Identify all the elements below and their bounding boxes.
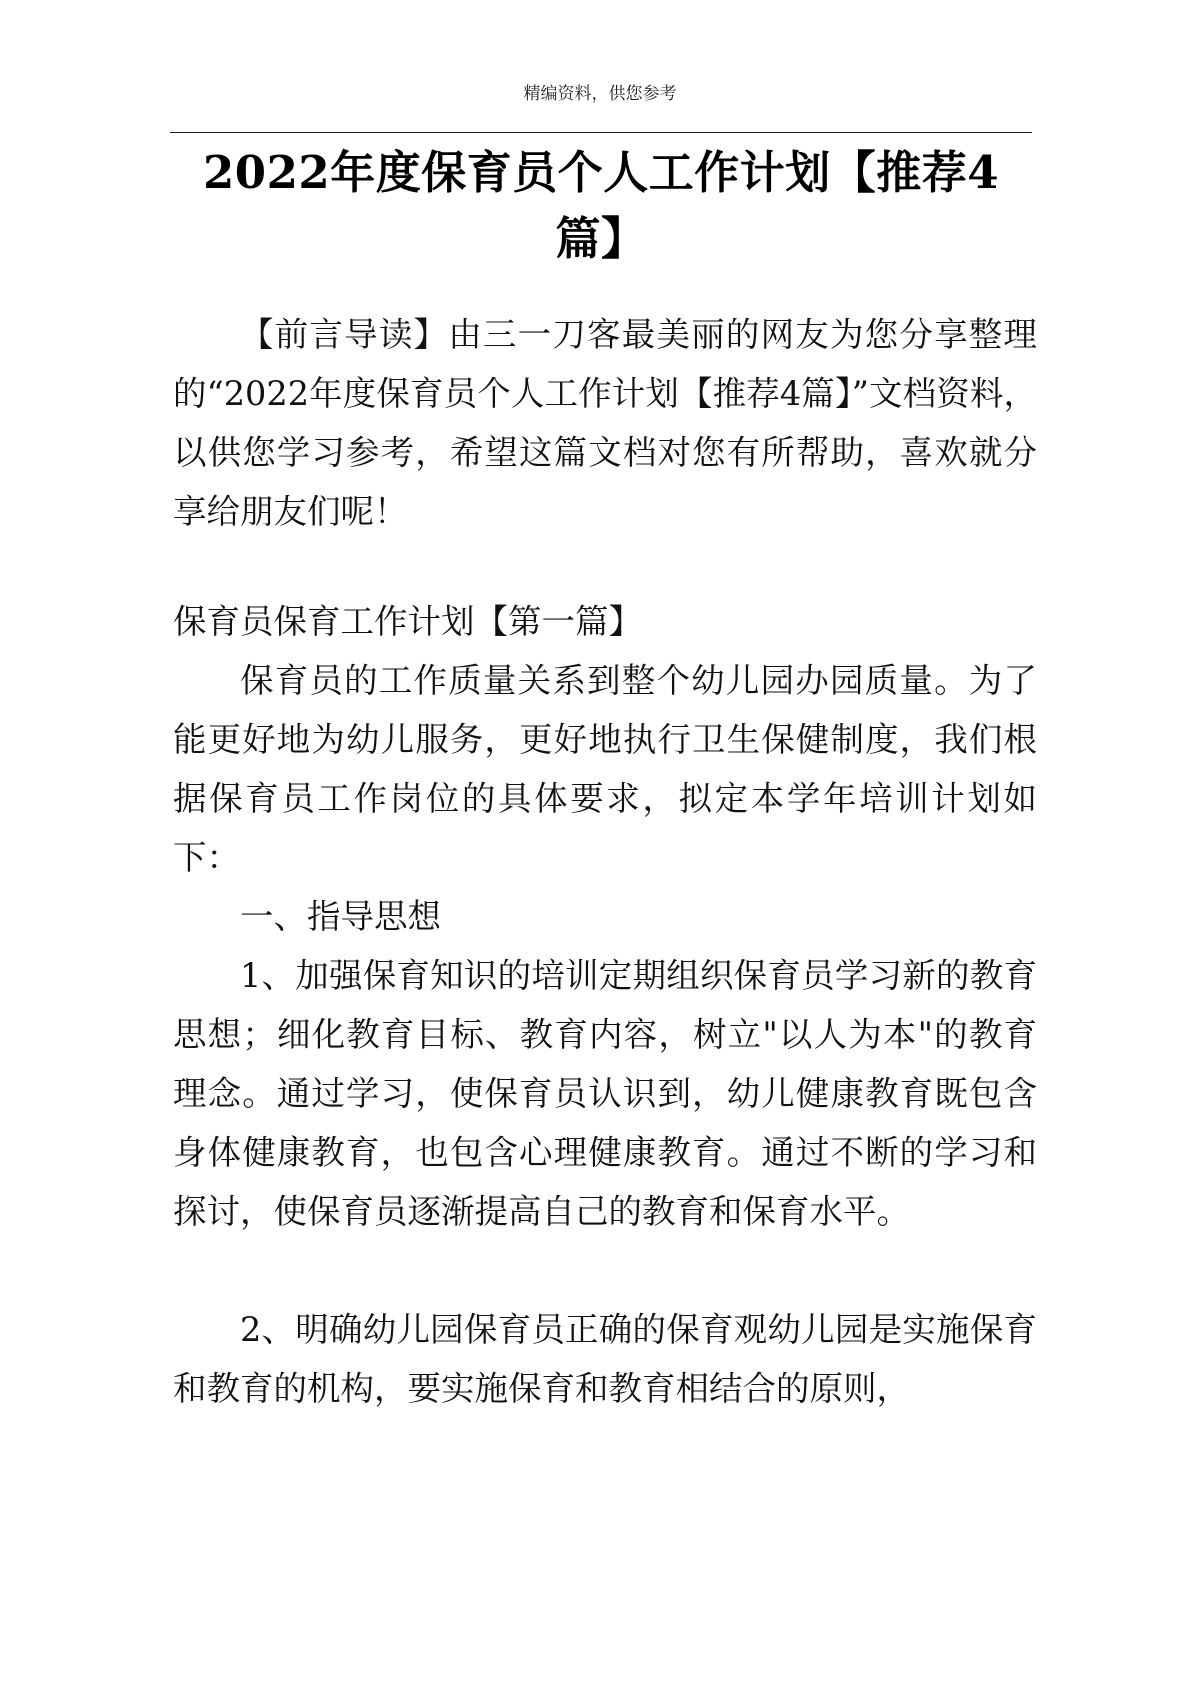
page-header: 精编资料，供您参考 [523, 84, 677, 104]
body-paragraph-1: 保育员的工作质量关系到整个幼儿园办园质量。为了能更好地为幼儿服务，更好地执行卫生保健制度，我们根据保育员工作岗位的具体要求，拟定本学年培训计划如下： [173, 661, 1037, 877]
preface-paragraph: 【前言导读】由三一刀客最美丽的网友为您分享整理的“2022年度保育员个人工作计划【推荐4篇】”文档资料，以供您学习参考，希望这篇文档对您有所帮助，喜欢就分享给朋友们呢！ [173, 315, 1037, 531]
body-paragraph-4: 2、明确幼儿园保育员正确的保育观幼儿园是实施保育和教育的机构，要实施保育和教育相结合的原则， [173, 1310, 1037, 1408]
body-paragraph-3: 1、加强保育知识的培训定期组织保育员学习新的教育思想；细化教育目标、教育内容，树立"以人为本"的教育理念。通过学习，使保育员认识到，幼儿健康教育既包含身体健康教育，也包含心理健康教育。通过不断的学习和探讨，使保育员逐渐提高自己的教育和保育水平。 [173, 956, 1037, 1231]
header-divider [170, 132, 1032, 133]
section-title: 保育员保育工作计划【第一篇】 [173, 602, 642, 641]
body-paragraph-2: 一、指导思想 [240, 897, 441, 936]
document-title: 2022年度保育员个人工作计划【推荐4篇】 [202, 146, 1000, 265]
